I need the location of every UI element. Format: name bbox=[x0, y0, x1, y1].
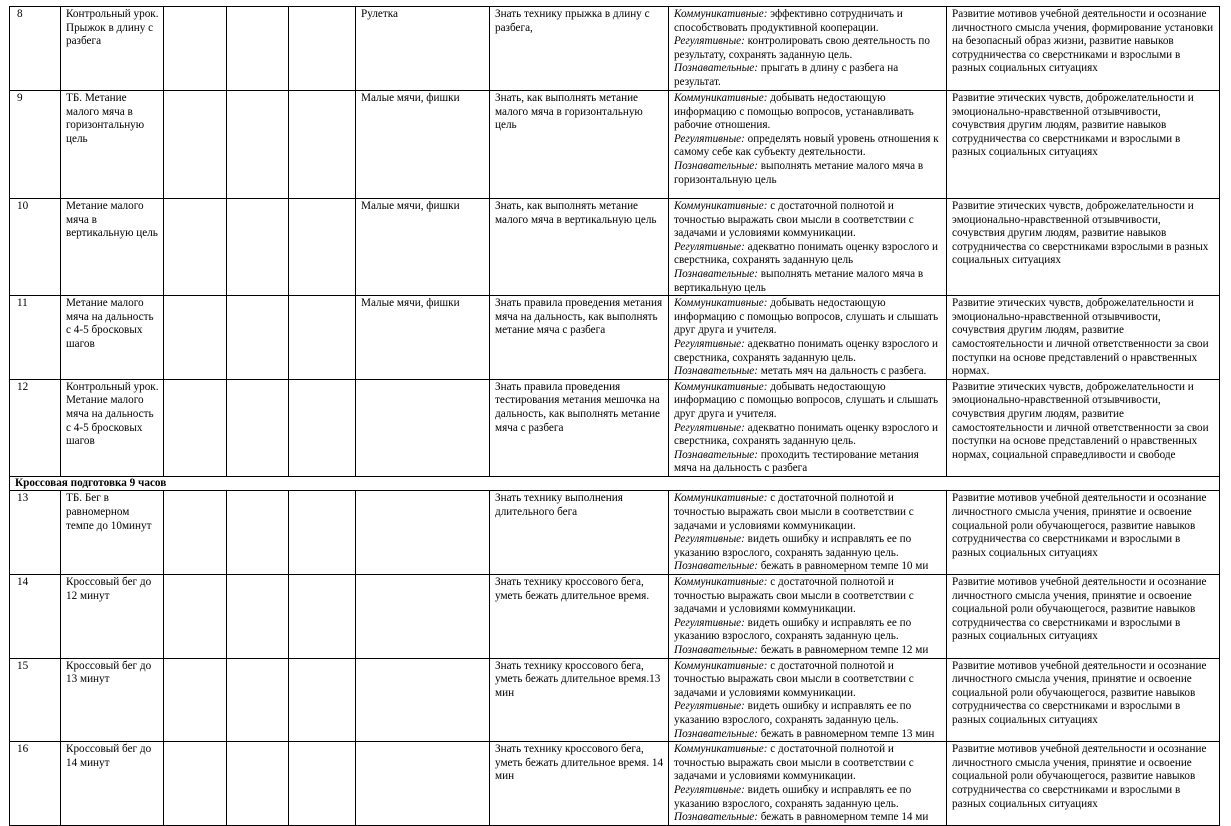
uud-label: Регулятивные: bbox=[674, 783, 745, 796]
empty-cell bbox=[289, 199, 356, 296]
uud-label: Познавательные: bbox=[674, 727, 758, 740]
uud-text: добывать недостающую информацию с помощью вопросов, устанавливать рабочие отношения. bbox=[674, 92, 914, 132]
lesson-personal-results: Развитие этических чувств, доброжелательности и эмоционально-нравственной отзывчивости, сочувствия другим людям, развитие навыков сотрудничества со сверстниками и взрослыми в разных социальных ситуациях bbox=[947, 91, 1220, 199]
empty-cell bbox=[164, 379, 227, 476]
uud-label: Познавательные: bbox=[674, 448, 758, 461]
empty-cell bbox=[289, 91, 356, 199]
uud-label: Регулятивные: bbox=[674, 240, 745, 253]
lesson-personal-results: Развитие мотивов учебной деятельности и осознание личностного смысла учения, принятие и освоение социальной роли обучающегося, развитие навыков сотрудничества со сверстниками и взрослыми в разных социальных ситуациях bbox=[947, 742, 1220, 826]
empty-cell bbox=[289, 296, 356, 380]
lesson-number: 10 bbox=[10, 199, 61, 296]
uud-text: прыгать в длину с разбега на результат. bbox=[674, 62, 899, 88]
uud-label: Познавательные: bbox=[674, 365, 758, 378]
uud-label: Коммуникативные: bbox=[674, 92, 768, 104]
uud-text: проходить тестирование метания мяча на дальность с разбега bbox=[674, 448, 919, 475]
lesson-knowledge: Знать, как выполнять метание малого мяча в горизонтальную цель bbox=[490, 91, 669, 199]
lesson-uud bbox=[669, 491, 947, 575]
lesson-topic: Метание малого мяча в вертикальную цель bbox=[61, 199, 164, 296]
lesson-uud bbox=[669, 199, 947, 296]
lesson-equipment: Рулетка bbox=[356, 7, 490, 91]
uud-label: Регулятивные: bbox=[674, 337, 745, 350]
uud-text: адекватно понимать оценку взрослого и сверстника, сохранять заданную цель bbox=[674, 240, 939, 267]
lesson-uud bbox=[669, 91, 947, 199]
uud-text: видеть ошибку и исправлять ее по указанию взрослого, сохранять заданную цель. bbox=[674, 783, 912, 810]
table-row bbox=[10, 379, 1220, 476]
empty-cell bbox=[164, 491, 227, 575]
uud-label: Коммуникативные: bbox=[674, 200, 768, 212]
uud-text: адекватно понимать оценку взрослого и сверстника, сохранять заданную цель. bbox=[674, 421, 939, 448]
lesson-knowledge: Знать, как выполнять метание малого мяча в вертикальную цель bbox=[490, 199, 669, 296]
lesson-topic: Кроссовый бег до 12 минут bbox=[61, 575, 164, 659]
empty-cell bbox=[289, 575, 356, 659]
uud-text: бежать в равномерном темпе 12 ми bbox=[757, 644, 929, 656]
lesson-knowledge: Знать технику прыжка в длину с разбега, bbox=[490, 7, 669, 91]
empty-cell bbox=[227, 575, 289, 659]
empty-cell bbox=[164, 658, 227, 742]
lesson-personal-results: Развитие этических чувств, доброжелательности и эмоционально-нравственной отзывчивости, сочувствия другим людям, развитие навыков сотрудничества со сверстниками взрослыми в разных социальных ситуациях bbox=[947, 199, 1220, 296]
uud-text: добывать недостающую информацию с помощью вопросов, слушать и слышать друг друга и учителя. bbox=[674, 380, 939, 420]
empty-cell bbox=[356, 658, 490, 742]
lesson-topic: ТБ. Бег в равномерном темпе до 10минут bbox=[61, 491, 164, 575]
lesson-number: 12 bbox=[10, 379, 61, 476]
uud-label: Познавательные: bbox=[674, 159, 758, 172]
section-header-row bbox=[10, 476, 1220, 491]
uud-label: Регулятивные: bbox=[674, 35, 745, 48]
lesson-number: 14 bbox=[10, 575, 61, 659]
lesson-topic: Контрольный урок. Метание малого мяча на дальность с 4-5 бросковых шагов bbox=[61, 379, 164, 476]
uud-label: Коммуникативные: bbox=[674, 576, 768, 589]
uud-label: Коммуникативные: bbox=[674, 8, 768, 20]
uud-text: добывать недостающую информацию с помощью вопросов, слушать и слышать друг друга и учителя. bbox=[674, 297, 939, 337]
lesson-uud bbox=[669, 658, 947, 742]
lesson-personal-results: Развитие мотивов учебной деятельности и осознание личностного смысла учения, принятие и освоение социальной роли обучающегося, развитие навыков сотрудничества со сверстниками и взрослыми в разных социальных ситуациях bbox=[947, 491, 1220, 575]
empty-cell bbox=[356, 491, 490, 575]
table-row bbox=[10, 296, 1220, 380]
uud-text: с достаточной полнотой и точностью выражать свои мысли в соответствии с задачами и условиями коммуникации. bbox=[674, 743, 914, 783]
empty-cell bbox=[164, 7, 227, 91]
uud-text: выполнять метание малого мяча в вертикальную цель bbox=[674, 267, 924, 294]
uud-text: адекватно понимать оценку взрослого и сверстника, сохранять заданную цель. bbox=[674, 337, 939, 364]
table-row bbox=[10, 658, 1220, 742]
empty-cell bbox=[356, 742, 490, 826]
empty-cell bbox=[227, 742, 289, 826]
lesson-personal-results: Развитие этических чувств, доброжелательности и эмоционально-нравственной отзывчивости, сочувствия другим людям, развитие самостоятельности и личной ответственности за свои поступки на основе представлений о нравственных нормах, социальной справедливости и свободе bbox=[947, 379, 1220, 476]
lesson-equipment bbox=[356, 379, 490, 476]
empty-cell bbox=[289, 742, 356, 826]
empty-cell bbox=[164, 575, 227, 659]
lesson-number: 8 bbox=[10, 7, 61, 91]
empty-cell bbox=[227, 491, 289, 575]
lesson-plan-sheet bbox=[9, 6, 1220, 826]
lesson-uud bbox=[669, 296, 947, 380]
lesson-personal-results: Развитие мотивов учебной деятельности и осознание личностного смысла учения, формирование установки на безопасный образ жизни, развитие навыков сотрудничества со сверстниками и взрослыми в разных социальных ситуациях bbox=[947, 7, 1220, 91]
uud-label: Коммуникативные: bbox=[674, 380, 768, 393]
uud-text: бежать в равномерном темпе 14 ми bbox=[757, 811, 929, 824]
empty-cell bbox=[356, 575, 490, 659]
lesson-uud bbox=[669, 7, 947, 91]
uud-text: бежать в равномерном темпе 10 ми bbox=[757, 560, 929, 573]
lesson-plan-table bbox=[9, 6, 1220, 826]
table-row bbox=[10, 91, 1220, 199]
empty-cell bbox=[289, 379, 356, 476]
table-row bbox=[10, 199, 1220, 296]
empty-cell bbox=[289, 7, 356, 91]
lesson-knowledge: Знать правила проведения метания мяча на дальность, как выполнять метание мяча с разбега bbox=[490, 296, 669, 380]
lesson-personal-results: Развитие мотивов учебной деятельности и осознание личностного смысла учения, принятие и освоение социальной роли обучающегося, развитие навыков сотрудничества со сверстниками и взрослыми в разных социальных ситуациях bbox=[947, 575, 1220, 659]
lesson-uud bbox=[669, 379, 947, 476]
lesson-number: 11 bbox=[10, 296, 61, 380]
uud-label: Регулятивные: bbox=[674, 421, 745, 434]
uud-label: Познавательные: bbox=[674, 62, 758, 75]
lesson-equipment: Малые мячи, фишки bbox=[356, 199, 490, 296]
lesson-equipment: Малые мячи, фишки bbox=[356, 296, 490, 380]
lesson-knowledge: Знать правила проведения тестирования метания мешочка на дальность, как выполнять метание мяча с разбега bbox=[490, 379, 669, 476]
uud-text: видеть ошибку и исправлять ее по указанию взрослого, сохранять заданную цель. bbox=[674, 533, 912, 559]
lesson-uud bbox=[669, 575, 947, 659]
uud-text: с достаточной полнотой и точностью выражать свои мысли в соответствии с задачами и условиями коммуникации. bbox=[674, 200, 914, 240]
uud-label: Коммуникативные: bbox=[674, 492, 768, 505]
lesson-equipment: Малые мячи, фишки bbox=[356, 91, 490, 199]
empty-cell bbox=[164, 91, 227, 199]
empty-cell bbox=[227, 199, 289, 296]
table-row bbox=[10, 491, 1220, 575]
uud-label: Регулятивные: bbox=[674, 533, 745, 546]
lesson-topic: Кроссовый бег до 14 минут bbox=[61, 742, 164, 826]
uud-text: эффективно сотрудничать и способствовать продуктивной кооперации. bbox=[674, 8, 903, 34]
empty-cell bbox=[164, 296, 227, 380]
uud-label: Коммуникативные: bbox=[674, 297, 768, 310]
uud-text: с достаточной полнотой и точностью выражать свои мысли в соответствии с задачами и условиями коммуникации. bbox=[674, 492, 914, 532]
empty-cell bbox=[227, 296, 289, 380]
empty-cell bbox=[164, 742, 227, 826]
section-title: Кроссовая подготовка 9 часов bbox=[10, 476, 1220, 491]
lesson-knowledge: Знать технику выполнения длительного бега bbox=[490, 491, 669, 575]
lesson-number: 13 bbox=[10, 491, 61, 575]
uud-label: Познавательные: bbox=[674, 267, 758, 280]
table-row bbox=[10, 7, 1220, 91]
lesson-topic: Кроссовый бег до 13 минут bbox=[61, 658, 164, 742]
lesson-topic: Контрольный урок. Прыжок в длину с разбега bbox=[61, 7, 164, 91]
uud-text: бежать в равномерном темпе 13 мин bbox=[757, 727, 935, 740]
uud-label: Коммуникативные: bbox=[674, 743, 768, 756]
uud-text: видеть ошибку и исправлять ее по указанию взрослого, сохранять заданную цель. bbox=[674, 700, 912, 726]
uud-label: Познавательные: bbox=[674, 644, 758, 656]
lesson-personal-results: Развитие этических чувств, доброжелательности и эмоционально-нравственной отзывчивости, сочувствия другим людям, развитие самостоятельности и личной ответственности за свои поступки на основе представлений о нравственных нормах. bbox=[947, 296, 1220, 380]
uud-text: с достаточной полнотой и точностью выражать свои мысли в соответствии с задачами и условиями коммуникации. bbox=[674, 659, 914, 699]
lesson-personal-results: Развитие мотивов учебной деятельности и осознание личностного смысла учения, принятие и освоение социальной роли обучающегося, развитие навыков сотрудничества со сверстниками и взрослыми в разных социальных ситуациях bbox=[947, 658, 1220, 742]
uud-text: определять новый уровень отношения к самому себе как субъекту деятельности. bbox=[674, 132, 939, 159]
empty-cell bbox=[227, 658, 289, 742]
uud-label: Регулятивные: bbox=[674, 132, 745, 145]
uud-text: выполнять метание малого мяча в горизонтальную цель bbox=[674, 159, 924, 186]
uud-label: Коммуникативные: bbox=[674, 659, 768, 672]
table-row bbox=[10, 575, 1220, 659]
uud-label: Познавательные: bbox=[674, 811, 758, 824]
lesson-uud bbox=[669, 742, 947, 826]
uud-label: Познавательные: bbox=[674, 560, 758, 573]
lesson-topic: ТБ. Метание малого мяча в горизонтальную цель bbox=[61, 91, 164, 199]
lesson-number: 16 bbox=[10, 742, 61, 826]
uud-label: Регулятивные: bbox=[674, 700, 745, 713]
lesson-number: 9 bbox=[10, 91, 61, 199]
uud-text: с достаточной полнотой и точностью выражать свои мысли в соответствии с задачами и условиями коммуникации. bbox=[674, 576, 914, 616]
lesson-number: 15 bbox=[10, 658, 61, 742]
lesson-knowledge: Знать технику кроссового бега, уметь бежать длительное время.13 мин bbox=[490, 658, 669, 742]
lesson-knowledge: Знать технику кроссового бега, уметь бежать длительное время. bbox=[490, 575, 669, 659]
empty-cell bbox=[227, 7, 289, 91]
lesson-topic: Метание малого мяча на дальность с 4-5 бросковых шагов bbox=[61, 296, 164, 380]
empty-cell bbox=[164, 199, 227, 296]
uud-text: метать мяч на дальность с разбега. bbox=[757, 365, 927, 378]
lesson-knowledge: Знать технику кроссового бега, уметь бежать длительное время. 14 мин bbox=[490, 742, 669, 826]
uud-label: Регулятивные: bbox=[674, 616, 745, 629]
uud-text: контролировать свою деятельность по результату, сохранять заданную цель. bbox=[674, 35, 930, 61]
empty-cell bbox=[289, 658, 356, 742]
empty-cell bbox=[227, 91, 289, 199]
table-row bbox=[10, 742, 1220, 826]
empty-cell bbox=[289, 491, 356, 575]
empty-cell bbox=[227, 379, 289, 476]
uud-text: видеть ошибку и исправлять ее по указанию взрослого, сохранять заданную цель. bbox=[674, 616, 912, 643]
